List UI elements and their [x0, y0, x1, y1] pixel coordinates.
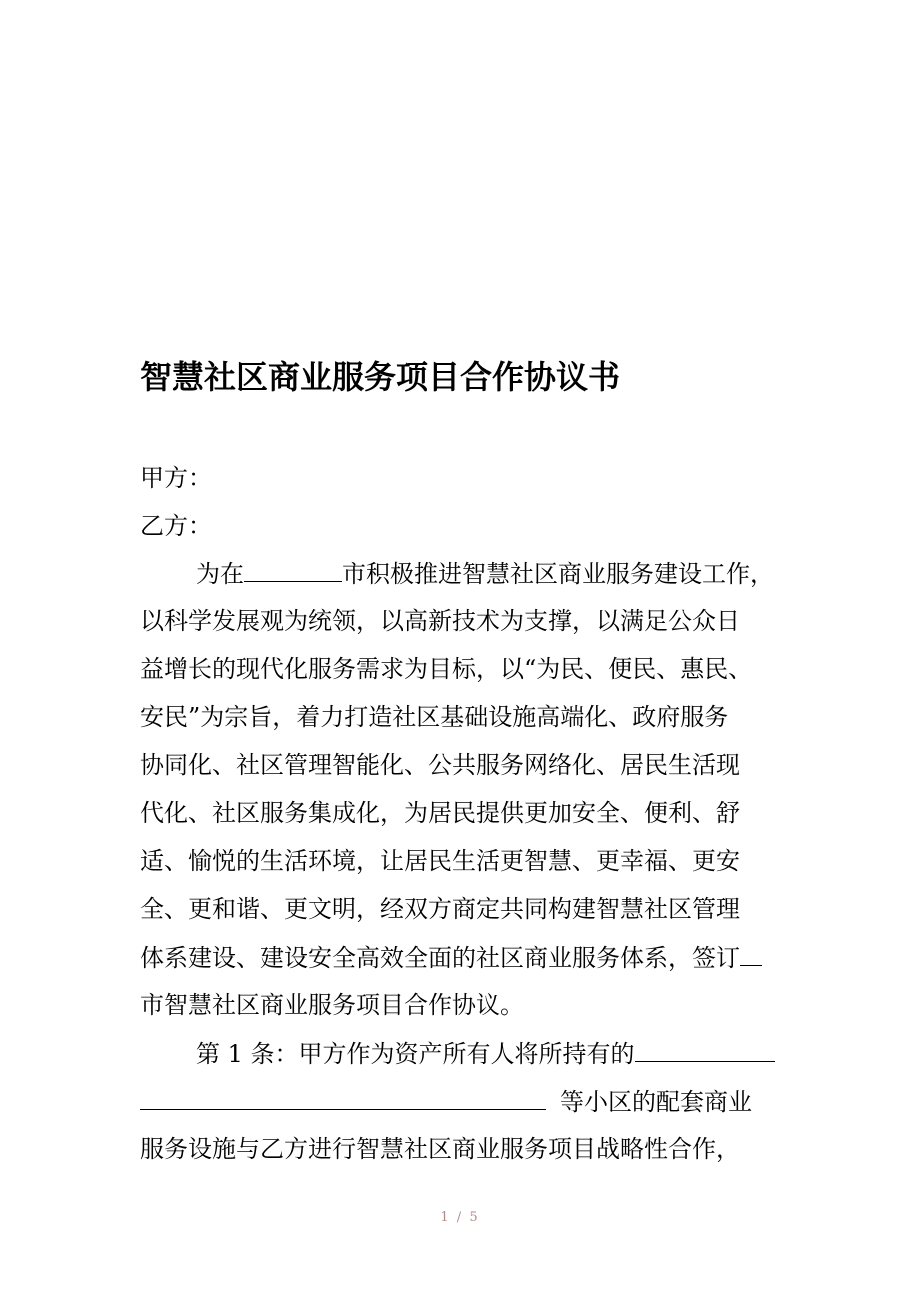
- article1-line-2: [140, 1085, 752, 1118]
- article1-line-3: 服务设施与乙方进行智慧社区商业服务项目战略性合作，: [140, 1135, 740, 1163]
- article1-text: 等小区的配套商业: [560, 1088, 752, 1116]
- preamble-line-5: 协同化、社区管理智能化、公共服务网络化、居民生活现: [140, 751, 740, 779]
- preamble-line-3: 益增长的现代化服务需求为目标，以“为民、便民、惠民、: [140, 655, 753, 683]
- party-a-label: 甲方：: [140, 464, 212, 492]
- city-blank-2: [740, 941, 762, 966]
- preamble-line-9: [140, 941, 762, 974]
- preamble-line-6: 代化、社区服务集成化，为居民提供更加安全、便利、舒: [140, 799, 740, 827]
- preamble-line-2: 以科学发展观为统领，以高新技术为支撑，以满足公众日: [140, 607, 740, 635]
- preamble-line-8: 全、更和谐、更文明，经双方商定共同构建智慧社区管理: [140, 895, 740, 923]
- page-indicator: 1 / 5: [440, 1210, 480, 1225]
- city-blank: [244, 557, 342, 582]
- party-b-label: 乙方：: [140, 512, 212, 540]
- property-blank-1: [635, 1037, 775, 1062]
- preamble-line-10: 市智慧社区商业服务项目合作协议。: [140, 991, 524, 1019]
- preamble-line-7: 适、愉悦的生活环境，让居民生活更智慧、更幸福、更安: [140, 847, 740, 875]
- preamble-line-1: [196, 557, 774, 590]
- document-title: 智慧社区商业服务项目合作协议书: [140, 358, 621, 396]
- preamble-text: 体系建设、建设安全高效全面的社区商业服务体系，签订: [140, 944, 740, 972]
- preamble-line-4: 安民”为宗旨，着力打造社区基础设施高端化、政府服务: [140, 703, 729, 731]
- preamble-text: 市积极推进智慧社区商业服务建设工作，: [342, 560, 774, 588]
- article1-text: 第 1 条：甲方作为资产所有人将所持有的: [196, 1040, 635, 1068]
- preamble-text: 为在: [196, 560, 244, 588]
- article1-line-1: [196, 1037, 775, 1070]
- property-blank-2: [140, 1085, 546, 1110]
